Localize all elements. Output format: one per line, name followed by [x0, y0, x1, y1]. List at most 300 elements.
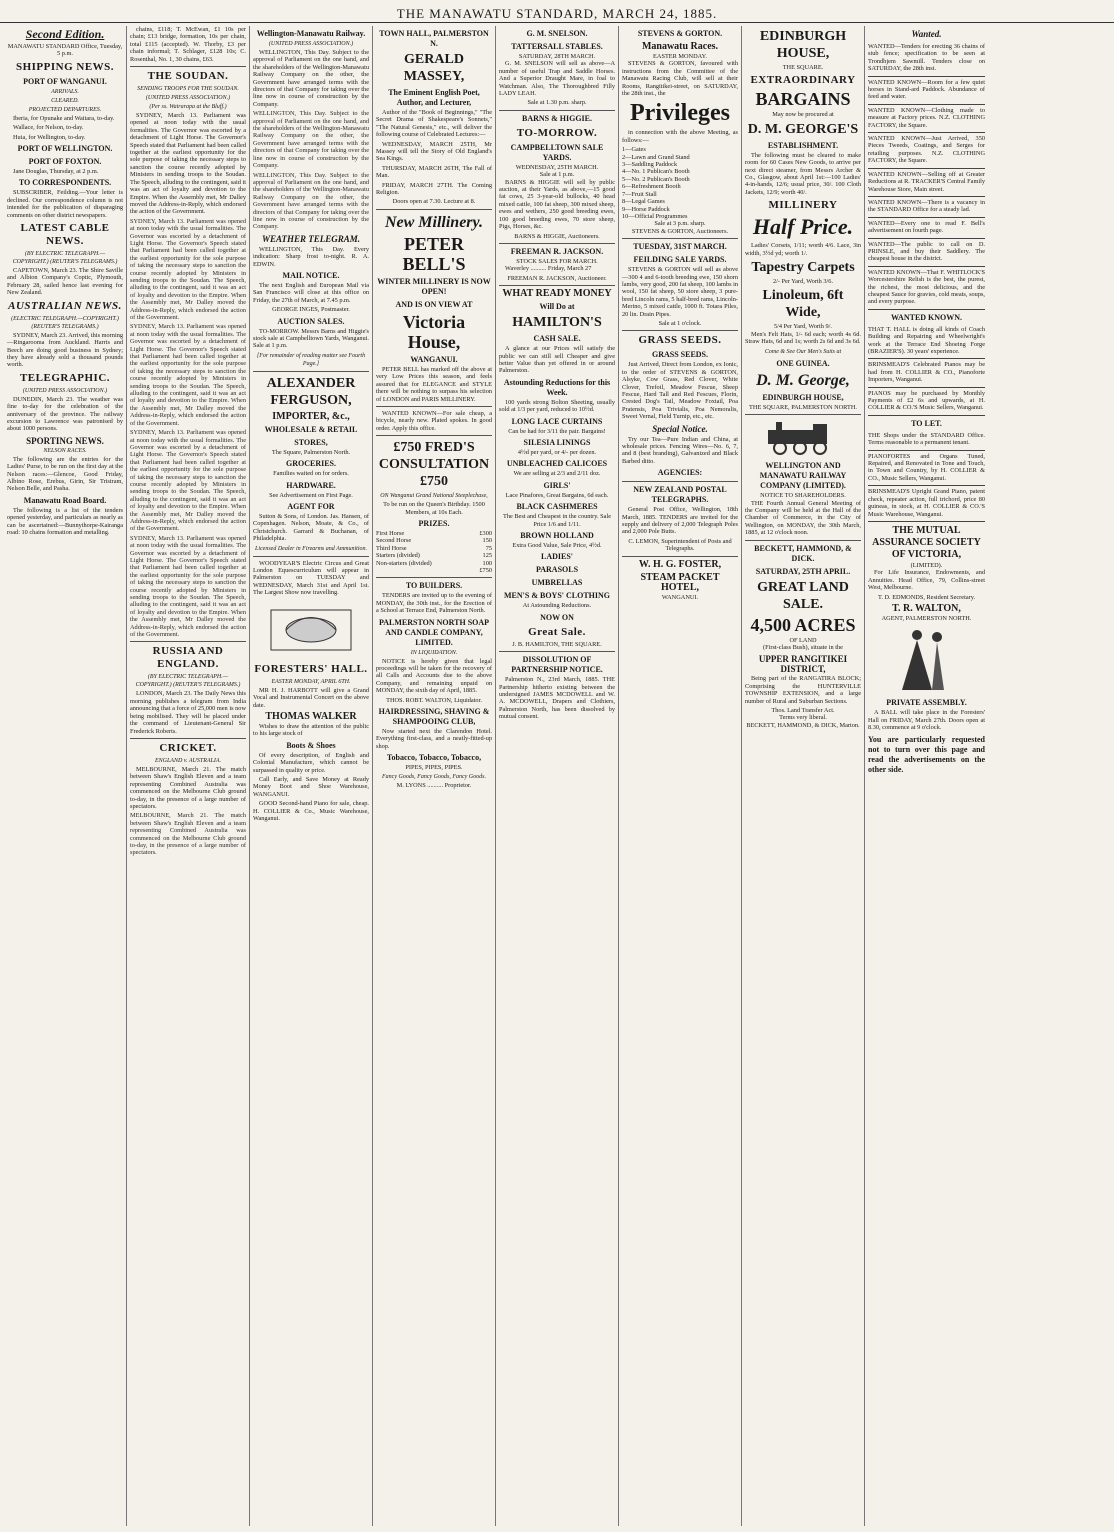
jb-hamilton: J. B. HAMILTON, THE SQUARE.: [512, 640, 602, 648]
consultation-text: To be run on the Queen's Birthday. 1500 Members, at 10s Each.: [383, 501, 485, 516]
footer-note: You are particularly requested not to turn over this page and read the advertisements on the other side.: [868, 734, 985, 774]
half-price: Half Price.: [752, 214, 854, 240]
divider: [499, 651, 615, 652]
may-now: May now be procured at: [772, 111, 834, 119]
cricket-title: CRICKET.: [159, 741, 217, 754]
foster: W. H. G. FOSTER,: [638, 558, 722, 570]
to-let: TO LET.: [911, 418, 942, 428]
cashmere-text: The Best and Cheapest in the country. Sale Price 1/6 and 1/11.: [502, 513, 611, 528]
cricket-text: MELBOURNE, March 21. The match between Shaw's English Eleven and a team representing Combined Australia was commenced on the Melbourne Club ground to-day, in the presence of a large number of spectators.: [130, 765, 246, 810]
cable-text: CAPETOWN, March 23. The Shire Saville and Albion Company's Coptic, Plymouth, February 28, sailed hence last evening for New Zealand.: [7, 267, 123, 297]
silesia-text: 4½d per yard, or 4/- per dozen.: [517, 448, 597, 456]
projected-label: PROJECTED DEPARTURES.: [28, 106, 102, 113]
lecture-3: FRIDAY, MARCH 27TH. The Coming Religion.: [376, 181, 492, 197]
campbelltown: CAMPBELLTOWN SALE YARDS.: [510, 142, 604, 162]
shipping-title: SHIPPING NEWS.: [15, 60, 115, 73]
soap-sign: THOS. ROBT. WALTON, Liquidator.: [386, 696, 482, 704]
tattersall-date: SATURDAY, 28TH MARCH.: [518, 53, 596, 60]
wanted-known: WANTED KNOWN.: [890, 312, 963, 322]
divider: [253, 556, 369, 557]
edinburgh-2: EDINBURGH HOUSE,: [762, 392, 844, 402]
privilege-item: 5—No. 2 Publican's Booth: [622, 175, 690, 183]
tapestry-price: 2/- Per Yard, Worth 3/6.: [772, 278, 834, 286]
russia-text: LONDON, March 23. The Daily News this morning publishes a telegram from India announcing that a force of 25,000 men is now being mobilised. They will be placed under the command of Lieutenant-General Sir Frederick Roberts.: [130, 690, 246, 735]
walker-boots: Boots & Shoes: [286, 740, 336, 750]
office-line: MANAWATU STANDARD Office, Tuesday, 5 p.m.: [7, 43, 123, 58]
great-sale: Great Sale.: [528, 625, 586, 638]
ladies: LADIES': [540, 552, 573, 562]
port-foxton: PORT OF FOXTON.: [28, 157, 102, 167]
columns: [4, 26, 1110, 1526]
divider: [622, 330, 738, 331]
column-7: [742, 26, 865, 1526]
girls-text: Lace Pinafores, Great Bargains, 6d each.: [505, 491, 609, 499]
fourth-page-note: [For remainder of reading matter see Fourth Page.]: [256, 352, 366, 367]
barns-title: BARNS & HIGGIE.: [521, 113, 592, 123]
column-1: [4, 26, 127, 1526]
great-land-sale: GREAT LAND SALE.: [757, 579, 849, 612]
mail-sign: GEORGE INGES, Postmaster.: [272, 306, 350, 314]
foresters-text: MR H. J. HARBOTT will give a Grand Vocal and Instrumental Concert on the above date.: [253, 686, 369, 709]
wanted-ad: WANTED KNOWN—Selling off at Greater Reductions at R. TRACKER'S Central Family Warehouse Store, Main street.: [868, 169, 985, 197]
auction-title: AUCTION SALES.: [277, 316, 345, 326]
millinery-title: New Millinery.: [384, 213, 484, 231]
divider: [499, 243, 615, 244]
edinburgh-title: EDINBURGH HOUSE,: [759, 29, 847, 61]
edinburgh-2-address: THE SQUARE, PALMERSTON NORTH.: [749, 403, 857, 411]
divider: [622, 556, 738, 557]
astound-2: At Astounding Reductions.: [522, 602, 592, 610]
establishment: ESTABLISHMENT.: [767, 140, 839, 150]
arrivals-label: ARRIVALS.: [51, 88, 79, 95]
divider: [130, 641, 246, 642]
pianos-ad: PIANOS may be purchased by Monthly Payments of £2 6s and upwards, at H. COLLIER & CO.'S Music Sellers, Wanganui.: [868, 388, 985, 416]
peter-bell-name: PETER BELL'S: [402, 233, 466, 274]
hamilton-text: A glance at our Prices will satisfy the public we can still sell Cheaper and give better Value than yet offered in or around Palmerston.: [499, 345, 615, 375]
wanted-ad: WANTED—Every one to read F. Bell's advertisement on fourth page.: [868, 218, 985, 239]
grass-sub: GRASS SEEDS.: [651, 350, 709, 360]
feilding-text: STEVENS & GORTON will sell as above—300 4 and 6-tooth breeding ewe, 150 shorn lambs, very good, 200 fat sheep, 100 lambs in wool, 150 fat sheep, 50 store sheep, 3 pure-bred Lincoln rams, 5 half-bred rams, Lincoln-Merino, 5 mixed cattle, 1000 ft. Totara Piles, 20 lin. Drain Pipes.: [622, 266, 738, 318]
wanted-title: Wanted.: [911, 29, 942, 39]
pipes: PIPES, PIPES, PIPES.: [405, 764, 463, 772]
bicycle-wanted: WANTED KNOWN—For sale cheap, a bicycle, nearly new. Plated spokes. In good order. Apply this office.: [376, 409, 492, 432]
rangitikei: UPPER RANGITIKEI DISTRICT,: [758, 654, 848, 675]
russia-title: RUSSIA AND ENGLAND.: [152, 645, 224, 671]
grass-title: GRASS SEEDS.: [638, 334, 722, 347]
column-2: [127, 26, 250, 1526]
special-text: Try our Tea—Pure Indian and China, at wholesale prices. Fencing Wires—No. 6, 7, and 8 (best branding), Galvanized and Black Barbed ditto.: [622, 435, 738, 465]
soap-title: PALMERSTON NORTH SOAP AND CANDLE COMPANY, LIMITED.: [378, 617, 490, 647]
sport-text: The following are the entries for the Ladies' Purse, to be run on the first day at the Nelson races:—Glencoe, Good Friday, Albino Rose, Erebus, Girin, Sir Tristram, Nelson Belle, and Pasha.: [7, 455, 123, 493]
mutual-limited: (LIMITED).: [910, 561, 943, 569]
prize-value: 125: [482, 552, 492, 560]
privilege-item: 1—Gates: [622, 146, 646, 154]
privileges-text: in connection with the above Meeting, as follows:—: [622, 129, 738, 144]
tuesday: TUESDAY, 31ST MARCH.: [633, 242, 727, 252]
foresters-title: FORESTERS' HALL.: [254, 662, 368, 675]
groceries-title: GROCERIES.: [285, 459, 336, 469]
beckett: BECKETT, HAMMOND, & DICK.: [754, 543, 852, 563]
privileges: Privileges: [630, 100, 730, 127]
soudan-text: SYDNEY, March 13. Parliament was opened at noon today with the usual formalities. The Governor was escorted by a detachment of Light Horse. The Governor's Speech stated that Parliament had been called together at the earliest opportunity for the sole purpose of taking the necessary steps to sanction the course recently adopted by Ministers in sending troops to the Soudan. The Speech, alluding to the contingent, said it was an act of loyalty and devotion to the Empire. When the Assembly met, Mr Dalley moved the Address-in-Reply, which endorsed the action of the Government.: [130, 112, 246, 216]
wanted-ad: WANTED KNOWN—Room for a few quiet horses in Stand-ard Paddock. Abundance of feed and water.: [868, 77, 985, 105]
lecture-2: THURSDAY, MARCH 26TH, The Fall of Man.: [376, 164, 492, 180]
prize-row: [376, 552, 492, 559]
stock-title: STOCK SALES FOR MARCH.: [516, 257, 598, 265]
piano-text: GOOD Second-hand Piano for sale, cheap. H. COLLIER & Co., Music Warehouse, Wanganui.: [253, 800, 369, 822]
easter: EASTER MONDAY.: [653, 53, 707, 60]
snelson-title: G. M. SNELSON.: [526, 29, 588, 38]
sale-time: Sale at 1 p.m.: [539, 171, 575, 179]
cable-news-title: LATEST CABLE NEWS.: [20, 222, 110, 248]
privilege-item: 8—Legal Games: [622, 198, 665, 206]
railway-sub: (UNITED PRESS ASSOCIATION.): [268, 41, 354, 47]
wanted-ad: WANTED—The public to call on D. PRINSLE, and buy their Saddlery. The cheapest house in the district.: [868, 239, 985, 267]
russia-sub: (BY ELECTRIC TELEGRAPH.—COPYRIGHT.) (REUTER'S TELEGRAMS.): [135, 674, 241, 689]
lecture-1: WEDNESDAY, MARCH 25TH, Mr Massey will tell the Story of Old England's Sea Kings.: [376, 140, 492, 163]
mail-text: The next English and European Mail via San Francisco will close at this office on Friday, the 27th of March, at 7.45 p.m.: [253, 281, 369, 304]
foxton-text: Jane Douglas, Thursday, at 2 p.m.: [13, 168, 99, 176]
george-signature: D. M. George,: [756, 371, 850, 389]
brinsmead-2-ad: BRINSMEAD'S Upright Grand Piano, patent check, repeater action, full trichord, price 80 guineas, in stock, at H. COLLIER & CO.'S Music Warehouse, Wanganui.: [868, 486, 985, 522]
ferguson-address: The Square, Palmerston North.: [271, 448, 351, 456]
prize-value: £300: [479, 529, 492, 537]
prize-row: [376, 545, 492, 552]
edmonds: T. D. EDMONDS, Resident Secretary.: [877, 593, 976, 601]
divider: [130, 66, 246, 67]
hamilton: HAMILTON'S: [512, 315, 602, 331]
soudan-text-cont-3: SYDNEY, March 13. Parliament was opened at noon today with the usual formalities. The Governor was escorted by a detachment of Light Horse. The Governor's Speech stated that Parliament had been called together at the earliest opportunity for the sole purpose of taking the necessary steps to sanction the course recently adopted by Ministers in sending troops to the Soudan. The Speech, alluding to the contingent, said it was an act of loyalty and devotion to the Empire. When the Assembly met, Mr Dalley moved the Address-in-Reply, which endorsed the action of the Government.: [130, 429, 246, 533]
divider: [376, 209, 492, 210]
mutual-title: THE MUTUAL ASSURANCE SOCIETY OF VICTORIA,: [872, 524, 981, 560]
aus-text: SYDNEY, March 23. Arrived, this morning—Ringarooma from Auckland. Harris and Beech are doing good business in Sydney; they have already sold a thousand pounds worth.: [7, 331, 123, 369]
wanted-ad: WANTED KNOWN—Just Arrived, 350 Pieces Tweeds, Coatings, and Serges for retailing purposes. N.Z. CLOTHING FACTORY, the Square.: [868, 133, 985, 169]
wanted-ad: WANTED—Tenders for erecting 36 chains of stub fence; specification to be seen at Trondhjem Sawmill. Tenders close on SATURDAY, the 28th inst.: [868, 41, 985, 77]
agent-title: AGENT FOR: [287, 502, 335, 512]
prize-label: First Horse: [376, 529, 405, 537]
privilege-item: 3—Saddling Paddock: [622, 161, 678, 169]
prize-value: 100: [482, 559, 492, 567]
corsets: Ladies' Corsets, 1/11; worth 4/6. Lace, 3in width, 3½d yd; worth 1/.: [745, 242, 861, 257]
soudan-text-cont: SYDNEY, March 13. Parliament was opened at noon today with the usual formalities. The Governor was escorted by a detachment of Light Horse. The Governor's Speech stated that Parliament had been called together at the earliest opportunity for the sole purpose of taking the necessary steps to sanction the course recently adopted by Ministers in sending troops to the Soudan. The Speech, alluding to the contingent, said it was an act of loyalty and devotion to the Empire. When the Assembly met, Mr Dalley moved the Address-in-Reply, which endorsed the action of the Government.: [130, 217, 246, 321]
licensed-dealer: Licensed Dealer in Firearms and Ammunition.: [255, 545, 367, 552]
dancers-illustration: [882, 625, 972, 695]
walker-text-2: Of every description, of English and Colonial Manufacture, which cannot be surpassed in quality or price.: [253, 751, 369, 774]
consultation-title: £750 FRED'S CONSULTATION £750: [378, 440, 490, 490]
hall-top: TOWN HALL, PALMERSTON N.: [379, 29, 489, 48]
sport-sub: NELSON RACES.: [43, 447, 87, 454]
cleared-label: CLEARED.: [51, 97, 79, 104]
peter-text: PETER BELL has marked off the above at very Low Prices this season, and feels assured that for ELEGANCE and STYLE there will be nothing to surpass his selection of LONDON and PARIS MILLINERY.: [376, 365, 492, 403]
correspondents-text: SUBSCRIBER, Feilding.—Your letter is declined. Our correspondence column is not intended for the publication of disparaging comments on other district newspapers.: [7, 189, 123, 219]
railway-title: Wellington-Manawatu Railway.: [256, 29, 366, 38]
barns-text: BARNS & HIGGIE will sell by public auction, at their Yards, as above,—15 good fat cows, 25 3-year-old bullocks, 40 head mixed cattle, 100 fat sheep, 300 mixed sheep, ewes and wethers, 250 good breeding ewes, 100 good breeding ewes, 70 store sheep, Pigs, Horses, &c.: [499, 178, 615, 231]
soap-text: NOTICE is hereby given that legal proceedings will be taken for the recovery of all Calls and Accounts due to the above Company, and remaining unpaid on MONDAY, the sixth day of April, 1885.: [376, 657, 492, 695]
consultation-sub: ON Wanganui Grand National Steeplechase,: [380, 493, 488, 500]
stock-sign: FREEMAN R. JACKSON, Auctioneer.: [507, 274, 607, 282]
telegraph-text: General Post Office, Wellington, 18th March, 1885. TENDERS are invited for the supply and delivery of 2,000 Telegraph Poles and 2,000 Pole Butts.: [622, 506, 738, 536]
barns-sign: BARNS & HIGGIE, Auctioneers.: [514, 232, 600, 240]
tele-text: DUNEDIN, March 23. The weather was fine to-day for the celebration of the anniversary of the province. The railway excursion to Lawrence was patronised by about 1000 persons.: [7, 395, 123, 433]
fancy-goods: Fancy Goods, Fancy Goods, Fancy Goods.: [382, 773, 486, 780]
port-wellington: PORT OF WELLINGTON.: [17, 144, 113, 154]
tele-sub: (UNITED PRESS ASSOCIATION.): [22, 387, 108, 394]
departure-2: Wallace, for Nelson, to-day.: [13, 124, 84, 132]
stevens-text: STEVENS & GORTON, favoured with instructions from the Committee of the Manawatu Racing Club, will sell at their Rooms, Rangitikei-street, on SATURDAY, the 28th inst., the: [622, 60, 738, 98]
cashmere: BLACK CASHMERES: [516, 502, 598, 512]
prize-label: Third Horse: [376, 544, 407, 552]
ferguson-name: ALEXANDER FERGUSON,: [266, 375, 356, 408]
one-guinea: ONE GUINEA.: [776, 358, 830, 368]
column-6: [619, 26, 742, 1526]
tattersall-text: G. M. SNELSON will sell as above—A number of useful Trap and Saddle Horses. And a Superior Draught Mare, in foal to Watchman. Also, The Thoroughbred Filly LADY LEAH.: [499, 60, 615, 98]
soudan-title: THE SOUDAN.: [147, 70, 229, 83]
soudan-via: (Per ss. Wairarapa at the Bluff.): [149, 104, 227, 111]
massey-title: The Eminent English Poet, Author, and Lecturer,: [388, 88, 480, 107]
column-8: [865, 26, 988, 1526]
calico: UNBLEACHED CALICOES: [506, 459, 608, 469]
rail-text: THE Fourth Annual General Meeting of the Company will be held at the Hall of the Chamber of Commerce, in the City of Wellington, on MONDAY, the 30th March, 1885, at 12 o'clock noon.: [745, 499, 861, 537]
circus-text: WOODYEAR'S Electric Circus and Great London Equescurriculum will appear in Palmerston on TUESDAY and WEDNESDAY, March 31st and April 1st. The Largest Show now travelling.: [253, 559, 369, 597]
divider: [745, 540, 861, 541]
special-title: Special Notice.: [652, 423, 708, 434]
australian-news-title: AUSTRALIAN NEWS.: [8, 299, 122, 312]
telegraphic-title: TELEGRAPHIC.: [19, 371, 111, 384]
rail-company: WELLINGTON AND MANAWATU RAILWAY COMPANY (LIMITED).: [759, 461, 847, 491]
george-text: The following must be cleared to make room for 60 Cases New Goods, to arrive per next direct steamer, from Messrs Archer & Co., Glasgow, about April 1st:—100 Ladies' 4-in-hands, 12/6; usual price, 30/. 100 Cloth Jackets, 12/9; worth 40/.: [745, 151, 861, 196]
shops-ad: THE Shops under the STANDARD Office. Terms reasonable to a permanent tenant.: [868, 430, 985, 451]
first-class: (First-class Bush), situate in the: [763, 643, 843, 651]
millinery: MILLINERY: [768, 199, 838, 212]
privilege-item: 2—Lawn and Grand Stand: [622, 153, 690, 161]
privilege-item: 4—No. 1 Publican's Booth: [622, 168, 690, 176]
holland: BROWN HOLLAND: [520, 531, 594, 540]
grass-text: Just Arrived, Direct from London, ex Ionic, to the order of STEVENS & GORTON, Alsyke, Cow Grass, Red Clover, White Clover, Trefoil, Meadow Fescue, Sheep Fescue, Hard Tall and Red Fescues, Florin, Crested Dog's Tail, Meadow Foxtail, Poa Pratensis, Poa Trivialis, Poa Nemoralis, Sweet Vernal, Field Turnip, etc., etc.: [622, 361, 738, 421]
railway-text-cont-2: WELLINGTON, This Day. Subject to the approval of Parliament on the one hand, and the shareholders of the Wellington-Manawatu Railway Company on the other, the Government have arranged terms with the directors of that Company for taking over the line now in course of construction by the Company.: [253, 171, 369, 231]
builders-text: TENDERS are invited up to the evening of MONDAY, the 30th inst., for the Erection of a School at Terrace End, Palmerston North.: [376, 592, 492, 615]
tomorrow: TO-MORROW.: [516, 126, 598, 139]
calico-text: We are selling at 2/3 and 2/11 doz.: [513, 470, 601, 478]
pianofortes-ad: PIANOFORTES and Organs Tuned, Repaired, and Renovated in Tone and Touch, in Town and Country, by H. COLLIER & CO., Music Sellers, Wanganui.: [868, 451, 985, 487]
road-board-title: Manawatu Road Board.: [23, 495, 107, 505]
prize-label: Starters (divided): [376, 552, 420, 560]
divider: [130, 738, 246, 739]
correspondents-title: TO CORRESPONDENTS.: [18, 178, 112, 188]
prize-value: 150: [482, 537, 492, 545]
lyons: M. LYONS .......... Proprietor.: [396, 781, 472, 789]
peter-sub: WINTER MILLINERY IS NOW OPEN!: [377, 276, 491, 296]
soap-sub: IN LIQUIDATION.: [410, 649, 458, 656]
brinsmead-ad: BRINSMEAD'S Celebrated Pianos may be had from H. COLLIER & CO., Pianoforte Importers, Wanganui.: [868, 359, 985, 387]
lace: LONG LACE CURTAINS: [511, 416, 603, 426]
girls: GIRLS': [543, 480, 571, 490]
hardware-title: HARDWARE.: [286, 480, 336, 490]
wanted-ad: WANTED KNOWN—That F. WHITLOCK'S Worcestershire Relish is the best, the purest, the richest, the most delicious, and the cheapest Sauce for gravies, cold meats, soups, and every purpose.: [868, 267, 985, 310]
agencies: AGENCIES:: [657, 468, 703, 478]
stevens-title: STEVENS & GORTON.: [637, 29, 723, 38]
wanted-ad: WANTED KNOWN—There is a vacancy in the STANDARD Office for a steady lad.: [868, 197, 985, 218]
dissolve-title: DISSOLUTION OF PARTNERSHIP NOTICE.: [511, 655, 603, 675]
silesia: SILESIA LININGS: [523, 437, 591, 447]
privilege-item: 10—Official Programmes: [622, 212, 688, 220]
lace-text: Can be had for 3/11 the pair. Bargains!: [508, 427, 606, 435]
prizes-table: [376, 530, 492, 574]
ready-money: Call Early, and Save Money at Ready Money Boot and Shoe Warehouse, WANGANUI.: [253, 775, 369, 798]
hair-title: HAIRDRESSING, SHAVING & SHAMPOOING CLUB,: [378, 707, 490, 727]
rail-notice: NOTICE TO SHAREHOLDERS.: [760, 492, 846, 500]
column-4: [373, 26, 496, 1526]
circus-illustration: [266, 600, 356, 660]
linoleum: Linoleum, 6ft Wide,: [762, 288, 844, 321]
railway-text: WELLINGTON, This Day. Subject to the approval of Parliament on the one hand, and the shareholders of the Wellington-Manawatu Railway Company on the other, the Government have arranged terms with the directors of that Company for taking over the line now in course of construction by the Company.: [253, 49, 369, 108]
sporting-title: SPORTING NEWS.: [26, 435, 104, 446]
prize-label: [376, 567, 471, 574]
hair-text: Now started next the Clarendon Hotel. Everything first-class, and a neatly-fitted-up shop.: [376, 728, 492, 750]
cricket-text-cont: MELBOURNE, March 21. The match between Shaw's English Eleven and a team representing Combined Australia was commenced on the Melbourne Club ground to-day, in the presence of a large number of spectators.: [130, 812, 246, 857]
prize-value: 75: [485, 544, 492, 552]
auction-text: TO-MORROW. Messrs Barns and Higgie's stock sale at Campbelltown Yards, Wanganui. Sale at 1 p.m.: [253, 327, 369, 350]
ferguson-trade: IMPORTER, &c.,: [272, 410, 350, 422]
departure-1: Iberia, for Opunake and Waitara, to-day.: [13, 114, 115, 122]
prize-row: [376, 530, 492, 537]
weather-title: WEATHER TELEGRAM.: [261, 233, 361, 244]
tapestry: Tapestry Carpets: [751, 260, 855, 276]
builders-title: TO BUILDERS.: [405, 581, 463, 591]
stock-text: Waverley .......... Friday, March 27: [505, 265, 592, 273]
col2-top-text: chains, £118; T. McEwan, £1 10s per chain; £13 bridge, formation, 10s per chain, total £115 (accepted). W. Thorby, £3 per chain informal; T. Schlager, £128 10s; C. Rosenthal, No. 1, 30 chains, £63.: [130, 26, 246, 63]
cash-sale: CASH SALE.: [533, 334, 581, 344]
suits: Come & See Our Men's Suits at: [764, 348, 842, 355]
astound-text: 100 yards strong Bolton Sheeting, usually sold at 1/3 per yard, reduced to 10½d.: [499, 398, 615, 414]
of-land: OF LAND: [789, 636, 817, 644]
beckett-sign: BECKETT, HAMMOND, & DICK, Marton.: [746, 721, 860, 729]
divider: [499, 110, 615, 111]
george-name: D. M. GEORGE'S: [747, 121, 859, 137]
extraordinary: EXTRAORDINARY: [750, 74, 856, 87]
divider: [376, 577, 492, 578]
weather-text: WELLINGTON, This Day. Every indication: Sharp frost to-night. R. A. EDWIN.: [253, 245, 369, 268]
soudan-text-cont-2: SYDNEY, March 13. Parliament was opened at noon today with the usual formalities. The Governor was escorted by a detachment of Light Horse. The Governor's Speech stated that Parliament had been called together at the earliest opportunity for the sole purpose of taking the necessary steps to sanction the course recently adopted by Ministers in sending troops to the Soudan. The Speech, alluding to the contingent, said it was an act of loyalty and devotion to the Empire. When the Assembly met, Mr Dalley moved the Address-in-Reply, which endorsed the action of the Government.: [130, 323, 246, 427]
prize-row: [376, 537, 492, 544]
divider: [622, 481, 738, 482]
road-text: The following is a list of the tenders opened yesterday, and particulars as nearly as can be ascertained:—Bunnythorpe-Kairanga road: 10 chains formation and metalling.: [7, 506, 123, 536]
foresters-sub: EASTER MONDAY, APRIL 6TH.: [271, 678, 351, 685]
column-3: [250, 26, 373, 1526]
ferguson-stores: STORES,: [294, 437, 328, 447]
soudan-text-cont-4: SYDNEY, March 13. Parliament was opened at noon today with the usual formalities. The Governor was escorted by a detachment of Light Horse. The Governor's Speech stated that Parliament had been called together at the earliest opportunity for the sole purpose of taking the necessary steps to sanction the course recently adopted by Ministers in sending troops to the Soudan. The Speech, alluding to the contingent, said it was an act of loyalty and devotion to the Empire. When the Assembly met, Mr Dalley moved the Address-in-Reply, which endorsed the action of the Government.: [130, 534, 246, 639]
now-on: NOW ON: [540, 612, 574, 622]
holland-text: Extra Good Value, Sale Price, 4½d.: [512, 542, 602, 549]
doors-text: Doors open at 7.30. Lecture at 8.: [392, 198, 476, 206]
departure-3: Huia, for Wellington, to-day.: [13, 133, 86, 141]
victoria-house: Victoria House,: [402, 311, 466, 352]
prize-label: Second Horse: [376, 537, 412, 545]
privilege-item: 6—Refreshment Booth: [622, 183, 681, 191]
telegraph-title: NEW ZEALAND POSTAL TELEGRAPHS.: [633, 485, 727, 505]
what-money: WHAT READY MONEY: [502, 288, 612, 300]
mail-title: MAIL NOTICE.: [282, 270, 340, 280]
massey-text: Author of the "Book of Beginnings," "The Secret Drama of Shakespeare's Sonnets," "The Natural Genesis," etc., will deliver the following course of Celebrated Lectures:—: [376, 109, 492, 139]
private-text: A BALL will take place in the Foresters' Hall on FRIDAY, March 27th. Doors open at 8.30, commence at 9 o'clock.: [868, 709, 985, 732]
terms: Terms very liberal.: [779, 714, 827, 722]
wednesday: WEDNESDAY, 25TH MARCH.: [515, 163, 599, 171]
rangitikei-text: Being part of the RANGATIRA BLOCK; Comprising the HUNTERVILLE TOWNSHIP EXTENSION, and a large number of Rural and Suburban Sections.: [745, 675, 861, 705]
bargains: BARGAINS: [755, 89, 851, 110]
umbrellas: UMBRELLAS: [531, 578, 583, 588]
mens-clothing: MEN'S & BOYS' CLOTHING: [503, 591, 610, 601]
peter-view: AND IS ON VIEW AT: [395, 299, 473, 309]
prize-row: [376, 567, 492, 574]
mutual-text: For Life Insurance, Endowments, and Annuities. Head Office, 79, Collins-street West, Melbourne.: [868, 569, 985, 592]
groceries-text: Families waited on for orders.: [273, 470, 349, 478]
wanted-ad: WANTED KNOWN—Clothing made to measure at Factory prices. N.Z. CLOTHING FACTORY, the Square.: [868, 105, 985, 133]
stevens-sign: STEVENS & GORTON, Auctioneers.: [631, 227, 729, 235]
agent-text: Sutton & Sons, of London. Jas. Hansen, of Copenhagen. Nelson, Moate, & Co., of Christchurch. Garrard & Buchanan, of Philadelphia.: [253, 513, 369, 543]
walton: T. R. WALTON,: [892, 602, 961, 614]
divider: [376, 406, 492, 407]
walker-text: Wishes to draw the attention of the public to his large stock of: [253, 722, 369, 738]
soudan-sub: SENDING TROOPS FOR THE SOUDAN.: [137, 86, 239, 93]
locomotive-illustration: [758, 418, 848, 458]
hall-ad: THAT T. HALL is doing all kinds of Coach Building and Repairing and Wheelwright's work at the Terrace End Shoeing Forge (BRAZIER'S). 30 years' experience.: [868, 324, 985, 360]
aus-sub: (ELECTRIC TELEGRAPH.—COPYRIGHT.) (REUTER'S TELEGRAMS.): [11, 315, 119, 330]
tattersall-sale: Sale at 1.30 p.m. sharp.: [527, 99, 587, 107]
port-wanganui: PORT OF WANGANUI.: [23, 76, 107, 86]
packet-town: WANGANUI.: [661, 593, 699, 601]
railway-text-cont: WELLINGTON, This Day. Subject to the approval of Parliament on the one hand, and the shareholders of the Wellington-Manawatu Railway Company on the other, the Government have arranged terms with the directors of that Company for taking over the line now in course of construction by the Company.: [253, 110, 369, 170]
privilege-item: 7—Fruit Stall: [622, 190, 657, 198]
will-do: Will Do at: [539, 302, 575, 312]
saturday: SATURDAY, 25TH APRIL.: [755, 566, 851, 576]
hardware-text: See Advertisement on First Page.: [269, 491, 353, 499]
feilding-sale: Sale at 1 o'clock.: [658, 319, 702, 327]
parasols: PARASOLS: [535, 565, 579, 575]
ferguson-trade-2: WHOLESALE & RETAIL: [264, 424, 358, 434]
divider: [253, 371, 369, 372]
divider: [745, 414, 861, 415]
prizes-title: PRIZES.: [418, 518, 450, 528]
privileges-sale: Sale at 3 p.m. sharp.: [654, 220, 706, 228]
prize-row: [376, 560, 492, 567]
dissolve-text: Palmerston N., 23rd March, 1885. THE Partnership hitherto existing between the undersigned JAMES MCDOWELL and W. A. MCDOWELL, Drapers and Clothiers, Palmerston North, has been dissolved by mutual consent.: [499, 676, 615, 721]
freeman-title: FREEMAN R. JACKSON.: [510, 246, 604, 256]
land-transfer: Thos. Land Transfer Act.: [771, 706, 835, 714]
masthead: THE MANAWATU STANDARD, MARCH 24, 1885.: [0, 6, 1114, 23]
tobacco: Tobacco, Tobacco, Tobacco,: [386, 753, 482, 763]
packet-hotel: STEAM PACKET HOTEL,: [640, 571, 720, 593]
divider: [376, 435, 492, 436]
divider: [499, 285, 615, 286]
private-assembly: PRIVATE ASSEMBLY.: [886, 698, 967, 708]
astound: Astounding Reductions for this Week.: [503, 377, 611, 397]
divider: [622, 238, 738, 239]
privilege-item: 9—Horse Paddock: [622, 205, 670, 213]
cable-sub: (BY ELECTRIC TELEGRAPH.—COPYRIGHT.) (REUTER'S TELEGRAMS.): [12, 251, 118, 266]
walker-title: THOMAS WALKER: [265, 710, 357, 722]
peter-town: WANGANUI.: [410, 354, 458, 364]
column-5: [496, 26, 619, 1526]
prize-label: Non-starters (divided): [376, 559, 432, 567]
soudan-assoc: (UNITED PRESS ASSOCIATION.): [145, 95, 231, 102]
felt-hats: Men's Felt Hats, 1/- 6d each; worth 4s 6d. Straw Hats, 6d and 1s; worth 2s 6d and 3s 6d.: [745, 330, 861, 346]
tattersall-title: TATTERSALL STABLES.: [511, 42, 603, 51]
prize-value: £750: [479, 566, 492, 574]
walton-sub: AGENT, PALMERSTON NORTH.: [881, 614, 972, 622]
linoleum-price: 5/4 Per Yard, Worth 9/.: [774, 323, 832, 331]
acres: 4,500 ACRES: [750, 614, 856, 635]
feilding-yards: FEILDING SALE YARDS.: [633, 255, 727, 265]
cricket-sub: ENGLAND v. AUSTRALIA.: [154, 757, 222, 764]
